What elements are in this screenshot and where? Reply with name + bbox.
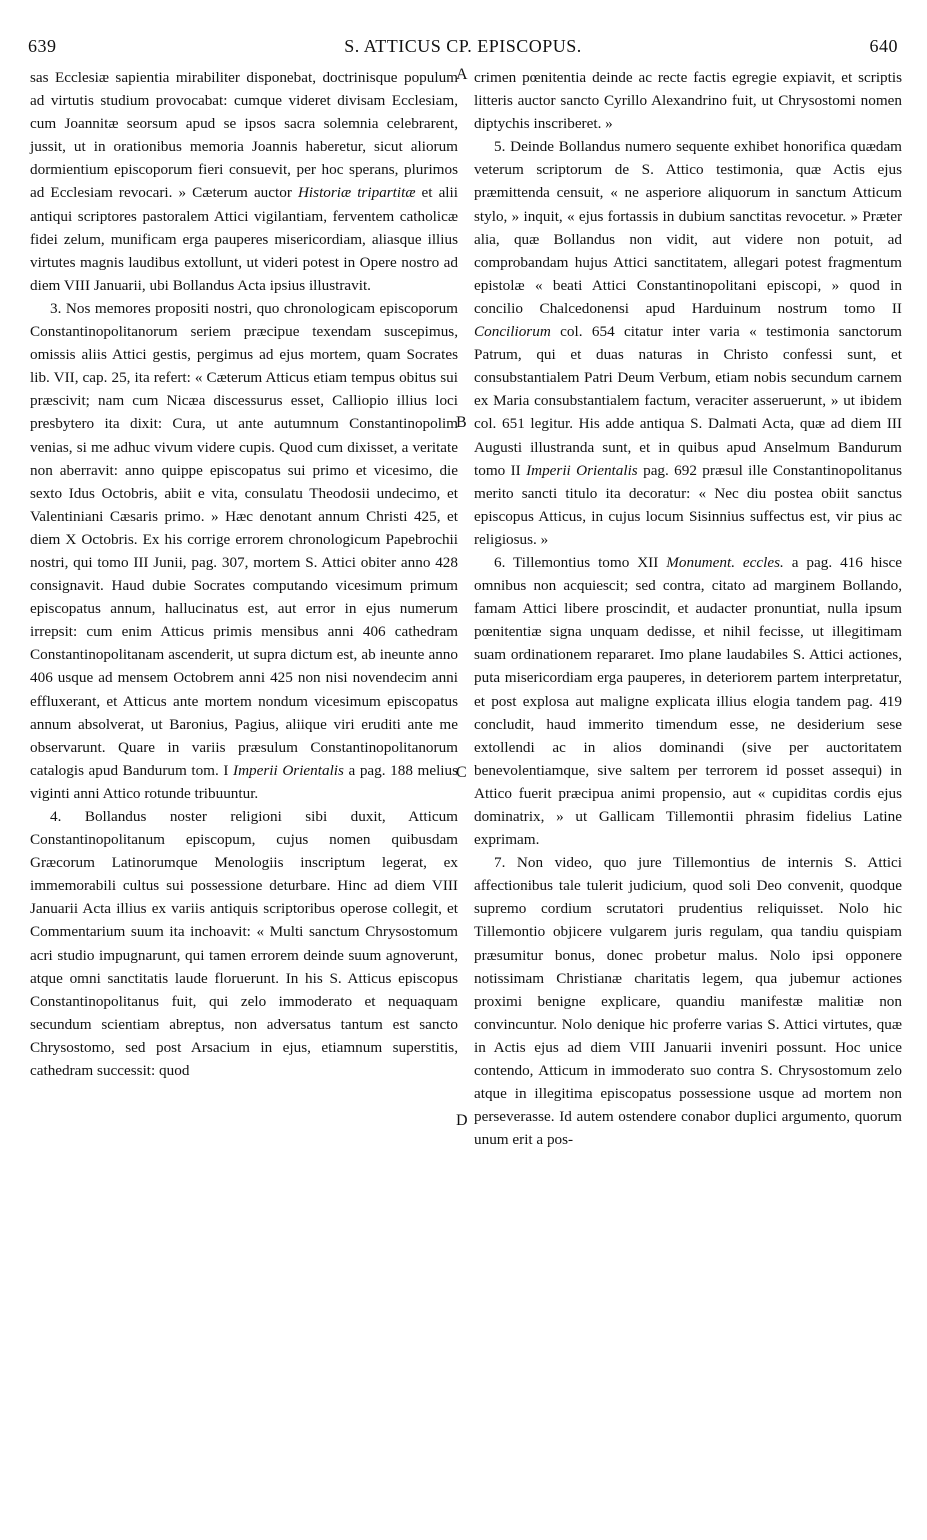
left-page-number: 639 (28, 36, 57, 56)
paragraph-continued: crimen pœnitentia deinde ac recte factis egregie expiavit, et scriptis litteris auctor sancto Cyrillo Alexandrino fuit, ut Chrysostomi nomen diptychis inscriberet. » (474, 69, 902, 133)
right-text-column (474, 66, 902, 1151)
margin-marker-c: C (456, 764, 467, 781)
margin-marker-b: B (456, 414, 467, 431)
running-header (28, 36, 898, 60)
paragraph-3: 3. Nos memores propositi nostri, quo chronologicam episcoporum Constantinopolitanorum seriem præcipue texendam suscepimus, omissis aliis Attici gestis, pergimus ad ejus mortem, quam Socrates lib. VII, cap. 25, ita refert: « Cæterum Atticus etiam tempus obitus sui præscivit; nam cum Nicæa discessurus esset, Calliopio illius loci presbytero ita dixit: Cura, ut ante autumnum Constantinopolim venias, si me adhuc vivum videre cupis. Quod cum dixisset, a veritate non aberravit: anno quippe episcopatus sui primo et vicesimo, die sexto Idus Octobris, abiit e vita, consulatu Theodosii undecimo, et Valentiniani Cæsaris primo. » Hæc denotant annum Christi 425, et diem X Octobris. Ex his corrige errorem chronologicum Papebrochii nostri, qui tomo III Junii, pag. 307, mortem S. Attici obiter anno 428 consignavit. Haud dubie Socrates computando vicesimum primum episcopatus annum, hallucinatus est, aut error in ejus numerum irrepsit: cum enim Atticus primis mensibus anni 406 cathedram Constantinopolitanam ascenderit, ut supra dictum est, ab ineunte anno 406 usque ad mensem Octobrem anni 425 non nisi novendecim anni effluxerant, et Atticus ante mortem nondum vicesimum episcopatus annum absolverat, ut Baronius, Pagius, aliique viri eruditi ante me observarunt. Quare in variis præsulum Constantinopolitanorum catalogis apud Bandurum tom. I Imperii Orientalis a pag. 188 melius viginti anni Attico rotunde tribuuntur. (30, 299, 459, 802)
right-page-number: 640 (869, 36, 898, 56)
paragraph-6: 6. Tillemontius tomo XII Monument. eccles. a pag. 416 hisce omnibus non acquiescit; sed contra, citato ad marginem Bollando, famam Attici libere proscindit, et audacter pronuntiat, nulla ipsum pœnitentiæ signa unquam dedisse, et nihil fecisse, ut illegitimam suam ordinationem repararet. Imo plane laudabiles S. Attici actiones, puta misericordiam erga pauperes, in deteriorem partem interpretatur, et post explosa aut maligne explicata illius elogia tandem pag. 419 concludit, haud immerito timendum esse, ne desiderium sese extollendi ac in alios dominandi (sive per auctoritatem benevolentiamque, sive saltem per terrorem id posset assequi) in Attico fuerit præcipua animi propensio, aut « cupiditas cordis ejus dominatrix, » ut Gallicam Tillemontii phrasim fidelius Latine exprimam. (474, 553, 903, 849)
margin-marker-d: D (456, 1112, 468, 1129)
paragraph: sas Ecclesiæ sapientia mirabiliter disponebat, doctrinisque populum ad virtutis studium provocabat: cumque videret divisam Ecclesiam, cum Joannitæ seorsum apud se ipsos sacra solemnia celebrarent, jussit, ut in orationibus memoria Joannis haberetur, sicut aliorum dormientium episcoporum fieri consuevit, per hoc sperans, plurimos ad Ecclesiam revocari. » Cæterum auctor Historiæ tripartitæ et alii antiqui scriptores pastoralem Attici vigilantiam, ferventem catholicæ fidei zelum, munificam erga pauperes misericordiam, aliasque illius virtutes magnis laudibus extollunt, ut videri potest in Opere nostro ad diem VIII Januarii, ubi Bollandus Acta ipsius illustravit. (30, 69, 458, 294)
page-title: S. ATTICUS CP. EPISCOPUS. (344, 36, 582, 56)
left-text-column (30, 66, 458, 1082)
paragraph-7: 7. Non video, quo jure Tillemontius de internis S. Attici affectionibus tale tulerit judicium, quod soli Deo convenit, quodque supremo cordium scrutatori prudentius reliquisset. Nolo hic Tillemontio objicere vulgarem juris regulam, qua tandiu quispiam præsumitur bonus, donec probetur malus. Nolo ipsi opponere notissimam Christianæ charitatis legem, qua jubemur actiones proximi benigne explicare, quandiu manifestæ malitiæ non convincuntur. Nolo denique hic proferre varias S. Attici virtutes, quæ in Actis ejus ad diem VIII Januarii inveniri possunt. Hoc unice contendo, Atticum in immoderato suo contra S. Chrysostomum zelo atque in illegitima episcopatus possessione usque ad mortem non perseverasse. Id autem ostendere conabor duplici argumento, quorum unum erit a pos- (474, 854, 902, 1149)
paragraph-5: 5. Deinde Bollandus numero sequente exhibet honorifica quædam veterum scriptorum de S. Attico testimonia, quæ Actis ejus præmittenda censuit, « ne asperiore aliquorum in sanctum Atticum stylo, » inquit, « ejus fortassis in dubium sanctitas revocetur. » Præter alia, quæ Bollandus non vidit, aut videre non potuit, ad comprobandam hujus Attici sanctitatem, allegari potest fragmentum epistolæ « beati Attici Constantinopolitani episcopi, » quod in concilio Chalcedonensi apud Harduinum nostrum tomo II Conciliorum col. 654 citatur inter varia « testimonia sanctorum Patrum, qui et duas naturas in Christo confessi sunt, et consubstantialem Patri Deum Verbum, etiam nobis secundum carnem ex Maria consubstantialem factum, veraciter asseruerunt, » ut ibidem col. 651 legitur. His adde antiqua S. Dalmati Acta, quæ ad diem III Augusti illustranda sunt, et in quibus apud Anselmum Bandurum tomo II Imperii Orientalis pag. 692 præsul ille Constantinopolitanus merito sancti titulo ita decoratur: « Nec diu postea obiit sanctus episcopus Atticus, in cujus locum Sisinnius suffectus est, vir pius ac religiosus. » (474, 138, 903, 548)
paragraph-4: 4. Bollandus noster religioni sibi duxit, Atticum Constantinopolitanum episcopum, cujus nomen quibusdam Græcorum Latinorumque Menologiis inscriptum legerat, ex immemorabili cultus sui possessione deturbare. Hinc ad diem VIII Januarii Acta illius ex variis antiquis scriptoribus operose collegit, et Commentarium suum ita inchoavit: « Multi sanctum Chrysostomum acri studio impugnarunt, qui tamen errorem deinde suum agnoverunt, atque omni sanctitatis laude floruerunt. In his S. Atticus episcopus Constantinopolitanus fuit, qui zelo immoderato et nequaquam secundum scientiam abreptus, non adversatus tantum est sancto Chrysostomo, sed post Arsacium in ejus, etiamnum superstitis, cathedram successit: quod (30, 808, 458, 1080)
margin-marker-a: A (456, 66, 468, 83)
